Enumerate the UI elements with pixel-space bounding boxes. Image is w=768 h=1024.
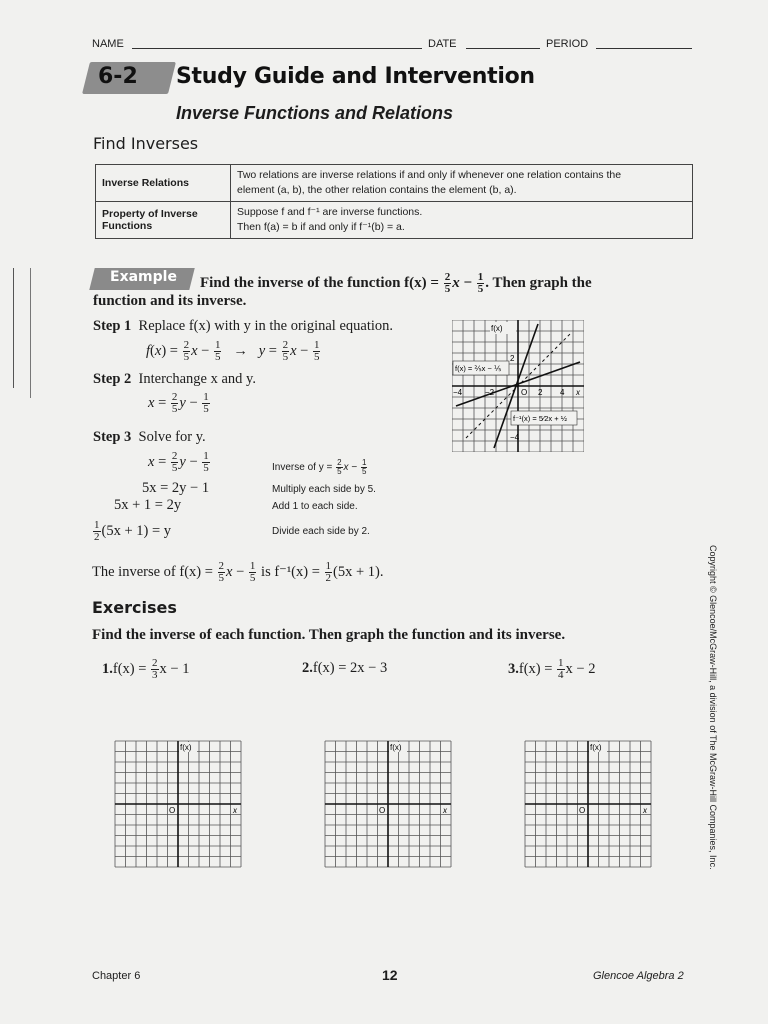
coordinate-grid[interactable]: [324, 740, 452, 868]
exercise-3-graph[interactable]: [524, 740, 652, 872]
exercise-number: 3.: [508, 660, 519, 677]
function-label-text: f(x) =: [455, 364, 473, 373]
period-line[interactable]: [596, 48, 692, 49]
step-1-equation: f(x) = $\frac{2}{5}$ x − $\frac{1}{5}$ → y = $\frac{2}{5}$ x − $\frac{1}{5}$: [146, 339, 320, 363]
denominator: 5: [282, 351, 289, 363]
fraction: [313, 340, 321, 363]
y-axis-label: f(x): [590, 743, 602, 752]
step-2: [93, 371, 256, 388]
inverse-label: [513, 414, 568, 423]
fraction: [444, 272, 452, 295]
denominator: 5: [218, 572, 225, 584]
definitions-table: [95, 164, 693, 239]
numerator: 1: [203, 391, 209, 403]
fraction: [151, 658, 159, 681]
definition-line: Suppose f and f⁻¹ are inverse functions.: [237, 206, 423, 218]
exercise-expr: f(x) = 2x − 3: [312, 660, 388, 676]
note-multiply: Multiply each side by 5.: [272, 484, 376, 495]
exercise-1: [102, 658, 189, 681]
denominator: 5: [361, 467, 367, 476]
prompt-text: . Then graph the: [485, 274, 592, 291]
fraction: [325, 561, 333, 584]
term-text: Functions: [102, 220, 153, 232]
fraction: [249, 561, 257, 584]
example-prompt: Find the inverse of the function f(x) = $\frac{2}{5}$ x − $\frac{1}{5}$ . Then graph the: [200, 271, 592, 295]
origin-label: O: [169, 806, 176, 815]
term-text: Inverse Relations: [102, 177, 189, 189]
numerator: 2: [444, 271, 451, 283]
footer-chapter: Chapter 6: [92, 970, 141, 982]
fraction: [202, 392, 210, 415]
definition-cell: [231, 202, 693, 239]
numerator: 1: [361, 458, 367, 467]
page-title: Study Guide and Intervention: [176, 64, 535, 89]
denominator: 2: [94, 531, 100, 543]
table-row: [96, 165, 693, 202]
lesson-number: 6-2: [98, 64, 138, 89]
exercise-1-graph[interactable]: [114, 740, 242, 872]
exercise-expr: x − 1: [159, 660, 190, 677]
step-label: Step 1: [93, 318, 132, 334]
tick-label: −4: [453, 388, 463, 397]
step-label: Step 2: [93, 371, 132, 387]
date-line[interactable]: [466, 48, 540, 49]
conclusion-text: (5x + 1).: [333, 563, 384, 580]
denominator: 5: [171, 403, 178, 415]
fraction: [202, 451, 210, 474]
origin-label: O: [379, 806, 386, 815]
x-axis-label: x: [233, 806, 237, 815]
numerator: 1: [313, 339, 320, 351]
step-2-equation: x = $\frac{2}{5}$ y − $\frac{1}{5}$: [148, 391, 209, 415]
y-axis-label: f(x): [180, 743, 192, 752]
period-label: PERIOD: [546, 38, 589, 50]
term-text: Property of Inverse: [102, 208, 198, 220]
denominator: 5: [477, 283, 484, 295]
denominator: 5: [203, 462, 209, 474]
step-3: [93, 429, 206, 446]
denominator: 5: [313, 351, 320, 363]
prompt-text: Find the inverse of the function f(x) =: [200, 274, 439, 291]
exercise-2: [302, 660, 387, 677]
step-3-line-3: [92, 520, 171, 543]
step-label: Step 3: [93, 429, 132, 445]
fraction: [183, 340, 191, 363]
denominator: 3: [152, 669, 158, 681]
example-prompt-cont: function and its inverse.: [93, 293, 247, 309]
copyright-notice: Copyright © Glencoe/McGraw-Hill, a division of The McGraw-Hill Companies, Inc.: [708, 545, 718, 870]
numerator: 2: [152, 657, 158, 669]
numerator: 2: [218, 560, 225, 572]
conclusion: The inverse of f(x) = $\frac{2}{5}$ x − $\frac{1}{5}$ is f⁻¹(x) = $\frac{1}{2}$ (5x + 1).: [92, 560, 384, 584]
fraction: [93, 520, 101, 543]
numerator: 1: [477, 271, 484, 283]
exercise-number: 1.: [102, 660, 113, 677]
denominator: 5: [214, 351, 221, 363]
denominator: 5: [337, 467, 342, 476]
fraction: [336, 459, 342, 476]
numerator: 2: [171, 450, 178, 462]
tick-label: −2: [485, 388, 495, 397]
fraction: [282, 340, 290, 363]
inverse-label-text: f⁻¹(x) =: [513, 414, 537, 423]
date-label: DATE: [428, 38, 457, 50]
step-1: [93, 318, 393, 335]
conclusion-text: is f⁻¹(x) =: [261, 563, 320, 580]
function-label: [455, 364, 502, 373]
tick-label: 4: [560, 388, 565, 397]
numerator: 1: [94, 519, 100, 531]
exercise-expr: f(x) =: [518, 660, 553, 677]
step-3-line-1: 5x = 2y − 1: [142, 480, 210, 496]
name-label: NAME: [92, 38, 124, 50]
fraction: [171, 451, 179, 474]
coordinate-grid[interactable]: [524, 740, 652, 868]
step-3-equation: x = $\frac{2}{5}$ y − $\frac{1}{5}$: [148, 450, 209, 474]
origin-label: O: [521, 388, 528, 397]
definition-line: Two relations are inverse relations if and only if whenever one relation contains the: [237, 169, 622, 181]
footer-book: Glencoe Algebra 2: [593, 970, 684, 982]
tick-label: 2: [510, 354, 515, 363]
inverse-label-expr: 5⁄2x + ½: [536, 414, 567, 423]
term-cell: [96, 165, 231, 202]
exercise-expr: f(x) =: [112, 660, 147, 677]
fraction: [557, 658, 565, 681]
definition-cell: [231, 165, 693, 202]
numerator: 1: [249, 560, 256, 572]
denominator: 5: [203, 403, 209, 415]
y-axis-label: f(x): [390, 743, 402, 752]
exercise-3: [508, 658, 595, 681]
tick-label: 2: [538, 388, 543, 397]
fraction: [218, 561, 226, 584]
numerator: 1: [214, 339, 221, 351]
denominator: 2: [325, 572, 332, 584]
name-line[interactable]: [132, 48, 422, 49]
note-divide: Divide each side by 2.: [272, 526, 370, 537]
x-axis-label: x: [443, 806, 447, 815]
margin-mark: [13, 268, 14, 388]
step-text: Replace f(x) with y in the original equation.: [138, 318, 394, 334]
definition-line: element (a, b), the other relation contains the element (b, a).: [237, 184, 517, 196]
numerator: 2: [282, 339, 289, 351]
step-3-line-2: 5x + 1 = 2y: [114, 497, 182, 513]
numerator: 1: [325, 560, 332, 572]
denominator: 5: [249, 572, 256, 584]
denominator: 5: [171, 462, 178, 474]
conclusion-text: The inverse of f(x) =: [92, 563, 213, 580]
denominator: 4: [558, 669, 564, 681]
step-text: Solve for y.: [138, 429, 206, 445]
definition-line: Then f(a) = b if and only if f⁻¹(b) = a.: [237, 221, 405, 233]
page-number: 12: [382, 967, 398, 983]
example-graph: [452, 320, 584, 452]
term-cell: [96, 202, 231, 239]
y-axis-label: f(x): [491, 324, 503, 333]
numerator: 2: [171, 391, 178, 403]
fraction: [171, 392, 179, 415]
exercises-instruction: Find the inverse of each function. Then graph the function and its inverse.: [92, 627, 566, 643]
note-add: Add 1 to each side.: [272, 501, 358, 512]
origin-label: O: [579, 806, 586, 815]
section-heading: Find Inverses: [93, 134, 199, 153]
x-axis-label: x: [643, 806, 647, 815]
numerator: 1: [558, 657, 564, 669]
exercises-heading: Exercises: [92, 598, 177, 617]
numerator: 2: [337, 458, 342, 467]
tick-label: −4: [510, 433, 520, 442]
exercise-2-graph[interactable]: [324, 740, 452, 872]
fraction: [477, 272, 485, 295]
note-inverse: Inverse of y = $\frac{2}{5}$ x − $\frac{1}{5}$: [272, 458, 367, 476]
numerator: 1: [203, 450, 209, 462]
coordinate-grid[interactable]: [114, 740, 242, 868]
exercise-expr: x − 2: [565, 660, 596, 677]
step-text: Interchange x and y.: [138, 371, 256, 387]
lesson-subtitle: Inverse Functions and Relations: [176, 103, 454, 123]
table-row: [96, 202, 693, 239]
denominator: 5: [183, 351, 190, 363]
example-badge-label: Example: [110, 269, 177, 285]
margin-mark: [30, 268, 31, 398]
denominator: 5: [444, 283, 451, 295]
exercise-number: 2.: [302, 660, 313, 676]
x-axis-label: x: [576, 388, 580, 397]
equation-text: (5x + 1) = y: [101, 522, 172, 539]
fraction: [214, 340, 222, 363]
note-text: Inverse of y =: [272, 462, 333, 474]
numerator: 2: [183, 339, 190, 351]
function-label-expr: ⅖x − ⅕: [472, 364, 502, 373]
fraction: [361, 459, 367, 476]
